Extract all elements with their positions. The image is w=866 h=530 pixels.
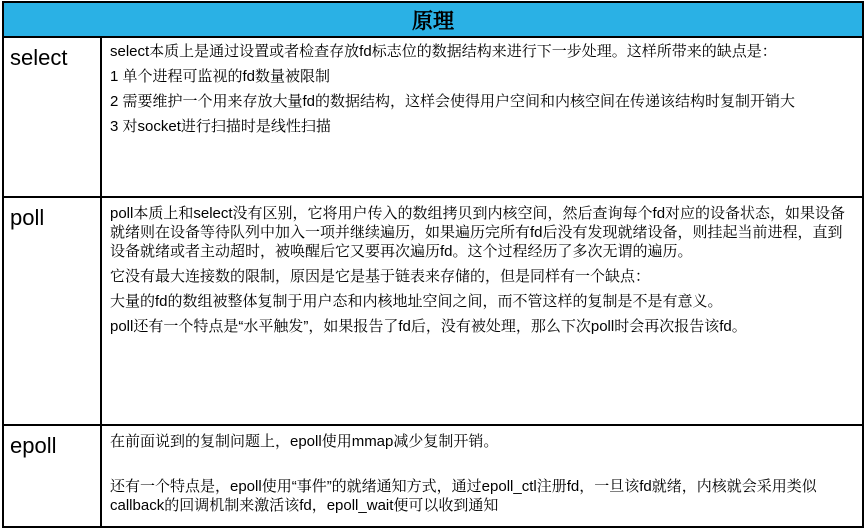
content-paragraph: 它没有最大连接数的限制，原因是它是基于链表来存储的，但是同样有一个缺点： [110,268,651,285]
comparison-table [2,1,864,528]
content-paragraph: 在前面说到的复制问题上，epoll使用mmap减少复制开销。 [110,433,499,450]
content-paragraph: 还有一个特点是，epoll使用“事件”的就绪通知方式，通过epoll_ctl注册fd，一旦该fd就绪，内核就会采用类似callback的回调机制来激活该fd，epoll_wait便可以收到通知 [110,478,817,514]
content-cell [110,432,850,521]
table-row-poll [4,198,862,426]
content-paragraph: 2 需要维护一个用来存放大量fd的数据结构，这样会使得用户空间和内核空间在传递该结构时复制开销大 [110,93,796,110]
content-paragraph: 1 单个进程可监视的fd数量被限制 [110,68,331,85]
label-cell [4,38,102,196]
label-cell [4,198,102,424]
table-header [4,3,862,38]
content-paragraph: poll还有一个特点是“水平触发”，如果报告了fd后，没有被处理，那么下次poll时会再次报告该fd。 [110,318,747,335]
content-paragraph: poll本质上和select没有区别，它将用户传入的数组拷贝到内核空间，然后查询每个fd对应的设备状态，如果设备就绪则在设备等待队列中加入一项并继续遍历，如果遍历完所有fd后没有发现就绪设备，则挂起当前进程，直到设备就绪或者主动超时，被唤醒后它又要再次遍历fd。这个过程经历了多次无谓的遍历。 [110,205,846,260]
content-paragraph: 大量的fd的数组被整体复制于用户态和内核地址空间之间，而不管这样的复制是不是有意义。 [110,293,723,310]
content-cell [110,204,850,342]
row-label: poll [10,205,45,230]
label-cell [4,426,102,526]
content-paragraph: 3 对socket进行扫描时是线性扫描 [110,118,331,135]
table-row-epoll [4,426,862,526]
content-cell [110,42,850,142]
header-title: 原理 [412,9,454,33]
content-paragraph: select本质上是通过设置或者检查存放fd标志位的数据结构来进行下一步处理。这样所带来的缺点是： [110,43,777,60]
row-label: epoll [10,433,57,458]
row-label: select [10,45,68,70]
table-row-select [4,38,862,198]
